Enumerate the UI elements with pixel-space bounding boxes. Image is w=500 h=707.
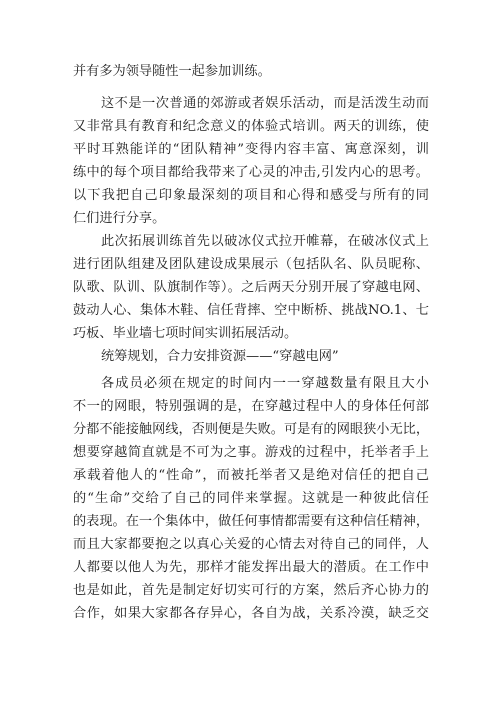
text-line: 人都要以他人为先，那样才能发挥出最大的潜质。在工作中 — [73, 560, 429, 575]
text-line: 这不是一次普通的郊游或者娱乐活动，而是活泼生动而 — [101, 96, 429, 111]
text-line: 各成员必须在规定的时间内一一穿越数量有限且大小 — [101, 376, 429, 391]
text-line: 又非常具有教育和纪念意义的体验式培训。两天的训练，使 — [73, 119, 429, 134]
text-line: 想要穿越简直就是不可为之事。游戏的过程中，托举者手上 — [73, 445, 429, 460]
text-line: 合作，如果大家都各存异心，各自为战，关系冷漠，缺乏交 — [73, 606, 429, 621]
text-line: 平时耳熟能详的“团队精神”变得内容丰富、寓意深刻，训 — [73, 142, 429, 157]
text-line: 巧板、毕业墙七项时间实训拓展活动。 — [73, 326, 298, 341]
text-line: 队歌、队训、队旗制作等）。之后两天分别开展了穿越电网、 — [73, 280, 429, 295]
text-line: 进行团队组建及团队建设成果展示（包括队名、队员昵称、 — [73, 257, 429, 272]
section-heading: 统筹规划，合力安排资源——“穿越电网” — [101, 349, 339, 364]
text-line: 以下我把自己印象最深刻的项目和心得和感受与所有的同 — [73, 188, 429, 203]
text-line: 的表现。在一个集体中，做任何事情都需要有这种信任精神， — [73, 514, 429, 529]
text-line: 承载着他人的“性命”，而被托举者又是绝对信任的把自己 — [73, 468, 429, 483]
text-line: 此次拓展训练首先以破冰仪式拉开帷幕，在破冰仪式上 — [101, 234, 429, 249]
text-line: 分都不能接触网线，否则便是失败。可是有的网眼狭小无比， — [73, 422, 429, 437]
text-line: 并有多为领导随性一起参加训练。 — [73, 64, 271, 79]
text-line: 的“生命”交给了自己的同伴来掌握。这就是一种彼此信任 — [73, 491, 429, 506]
text-line: 仁们进行分享。 — [73, 211, 166, 226]
text-line: 不一的网眼，特别强调的是，在穿越过程中人的身体任何部 — [73, 399, 429, 414]
text-line: 也是如此，首先是制定好切实可行的方案，然后齐心协力的 — [73, 583, 429, 598]
text-line: 练中的每个项目都给我带来了心灵的冲击,引发内心的思考。 — [73, 165, 429, 180]
text-line: 鼓动人心、集体木鞋、信任背摔、空中断桥、挑战NO.1、七 — [73, 303, 429, 318]
text-line: 而且大家都要抱之以真心关爱的心情去对待自己的同伴，人 — [73, 537, 429, 552]
